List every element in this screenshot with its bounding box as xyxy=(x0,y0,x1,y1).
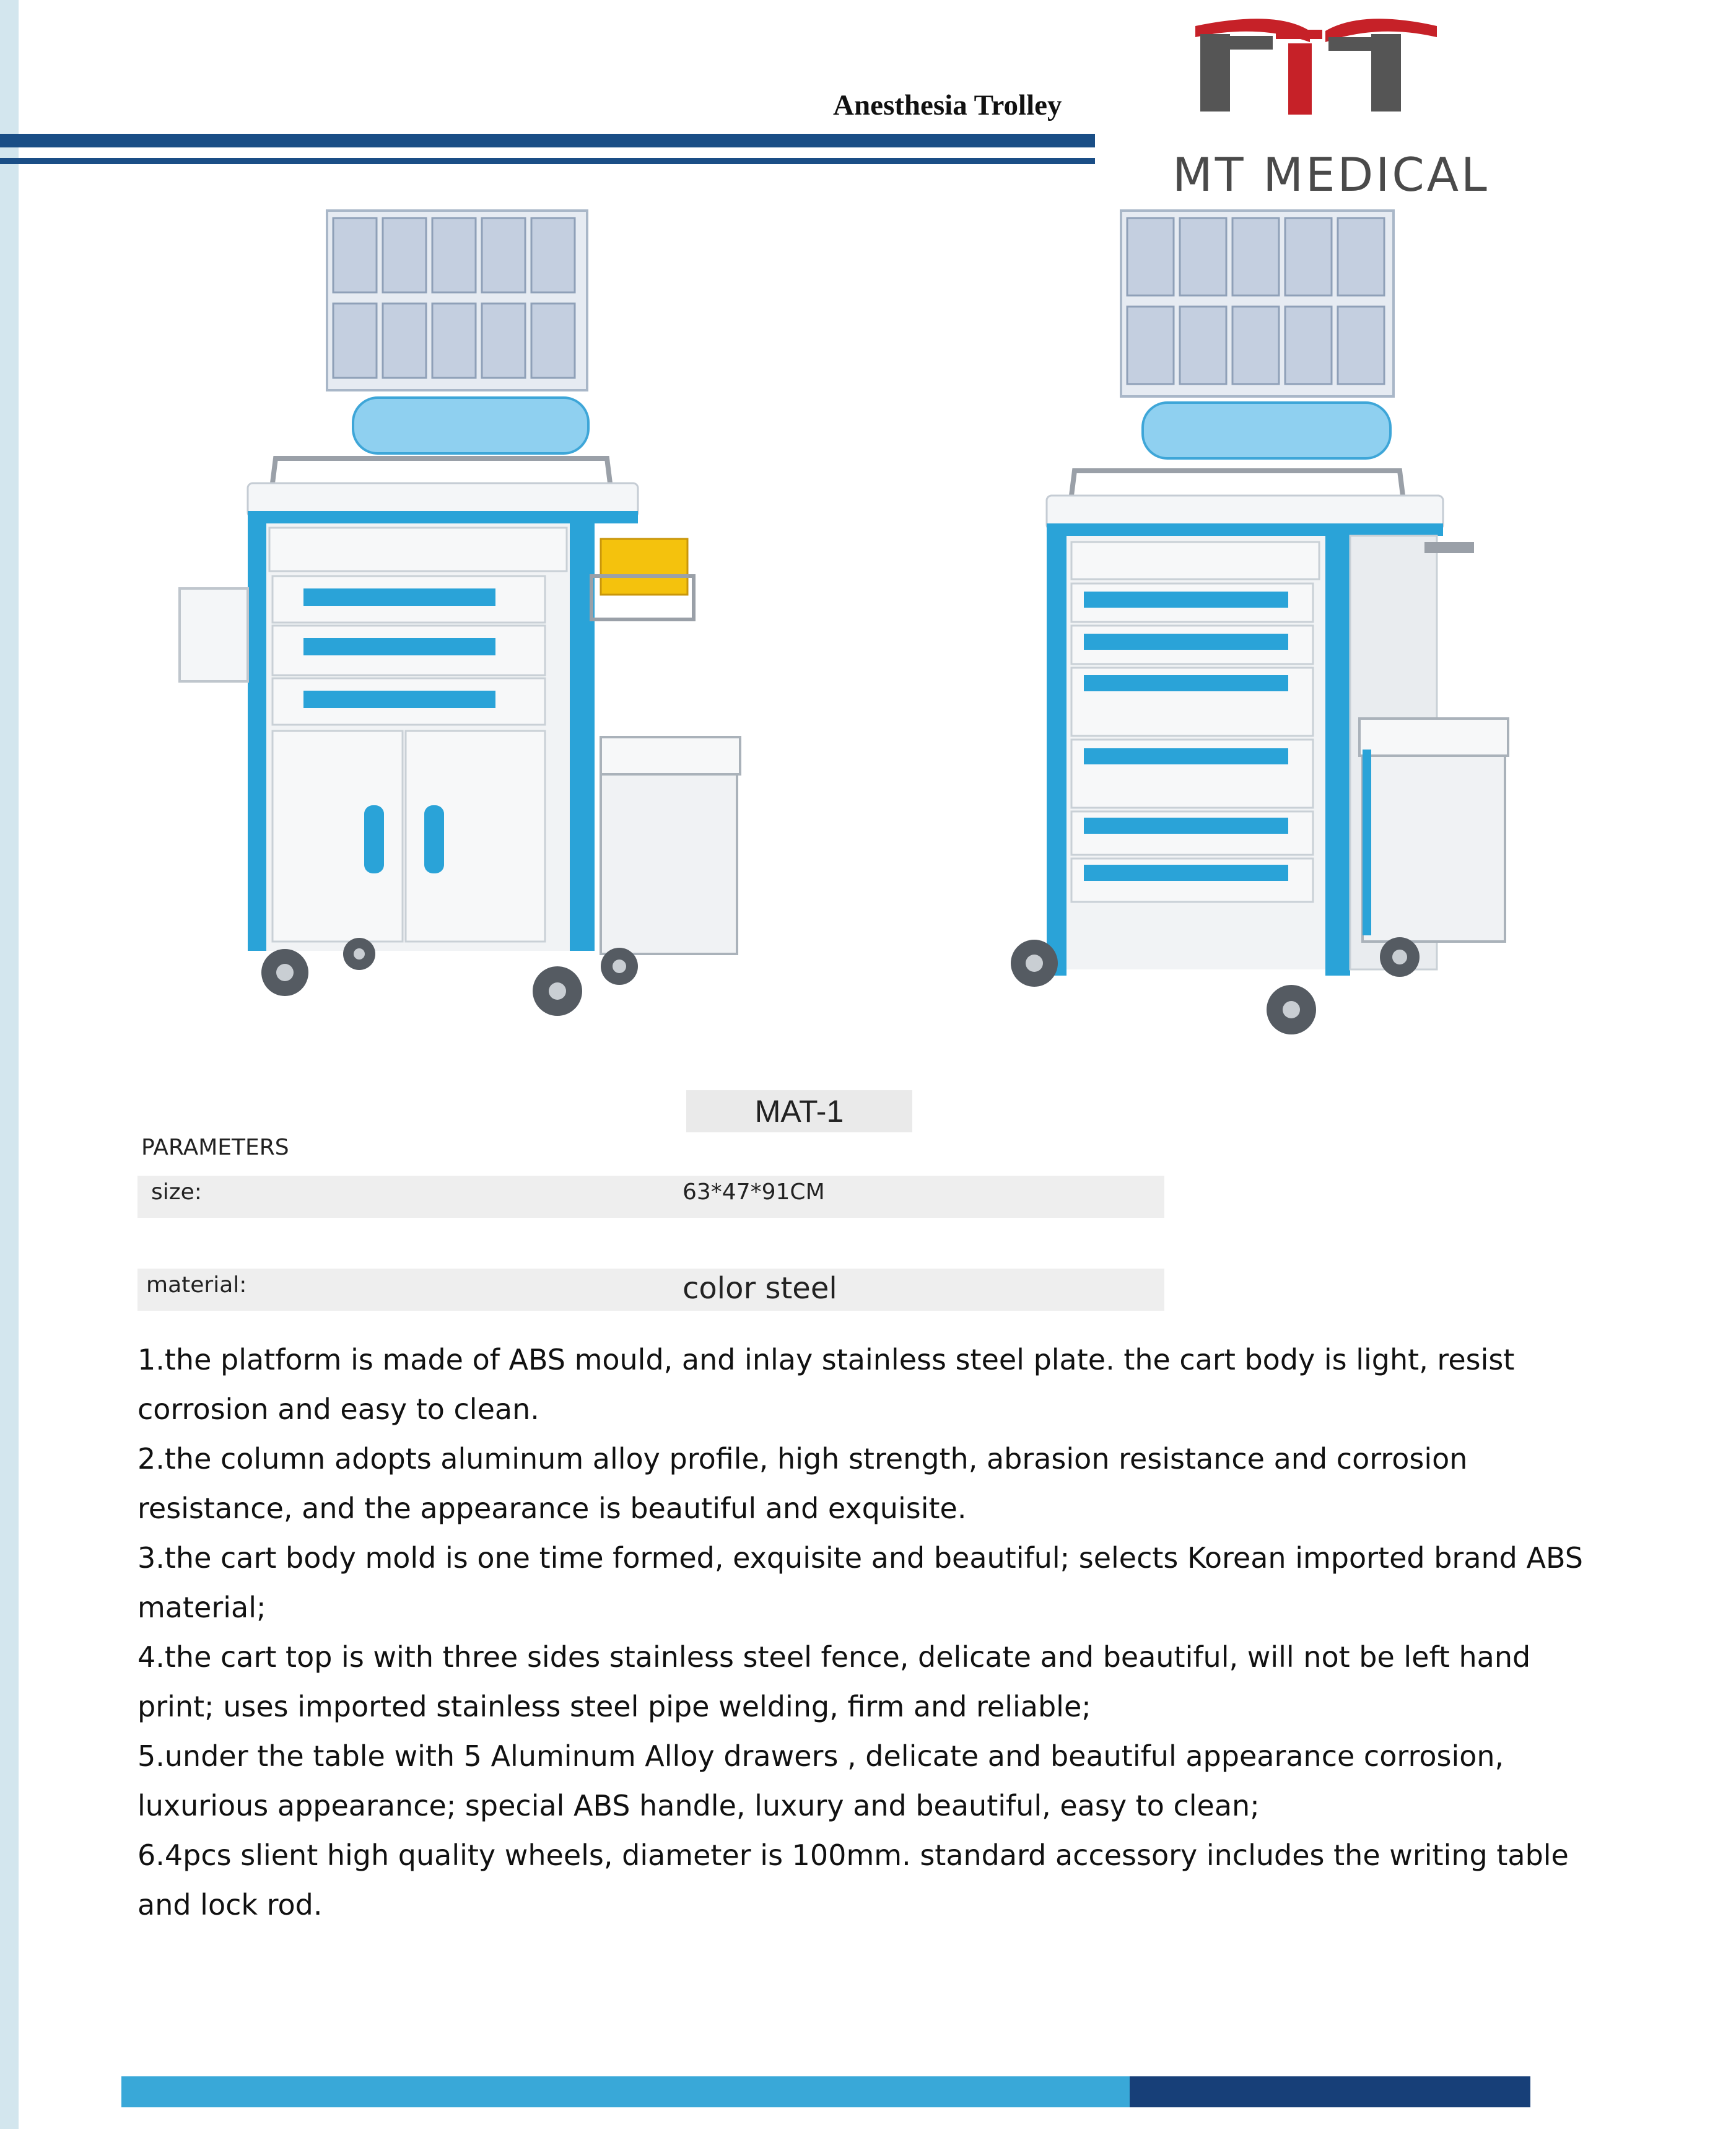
param-value-material: color steel xyxy=(683,1271,837,1306)
param-row-material xyxy=(137,1269,1164,1311)
trolley-photo-right xyxy=(1003,204,1598,1059)
feature-item: 4.the cart top is with three sides stainless steel fence, delicate and beautiful, will not be left hand print; uses imported stainless steel pipe welding, firm and reliable; xyxy=(137,1640,1531,1723)
param-label-size: size: xyxy=(151,1179,202,1205)
header-rule-thin xyxy=(0,158,1095,164)
parameters-heading: PARAMETERS xyxy=(141,1135,289,1160)
model-label: MAT-1 xyxy=(686,1090,912,1132)
feature-list xyxy=(137,1335,1599,1930)
document-title: Anesthesia Trolley xyxy=(833,89,1062,121)
footer-bar-dark xyxy=(1130,2076,1530,2107)
param-value-size: 63*47*91CM xyxy=(683,1179,825,1205)
header-rule-thick xyxy=(0,134,1095,147)
brand-name: MT MEDICAL xyxy=(1172,147,1490,202)
footer-bar-light xyxy=(121,2076,1130,2107)
param-label-material: material: xyxy=(146,1272,247,1298)
feature-item: 6.4pcs slient high quality wheels, diameter is 100mm. standard accessory includes the writing table and lock rod. xyxy=(137,1838,1569,1921)
left-border-strip xyxy=(0,0,19,2129)
feature-item: 1.the platform is made of ABS mould, and inlay stainless steel plate. the cart body is light, resist corrosion and easy to clean. xyxy=(137,1343,1515,1426)
feature-item: 5.under the table with 5 Aluminum Alloy drawers , delicate and beautiful appearance corrosion, luxurious appearance; special ABS handle, luxury and beautiful, easy to clean; xyxy=(137,1739,1504,1822)
feature-item: 2.the column adopts aluminum alloy profile, high strength, abrasion resistance and corrosion resistance, and the appearance is beautiful and exquisite. xyxy=(137,1442,1468,1525)
trolley-photo-left xyxy=(173,204,768,1034)
feature-item: 3.the cart body mold is one time formed, exquisite and beautiful; selects Korean imported brand ABS material; xyxy=(137,1541,1583,1624)
param-row-size xyxy=(137,1176,1164,1218)
